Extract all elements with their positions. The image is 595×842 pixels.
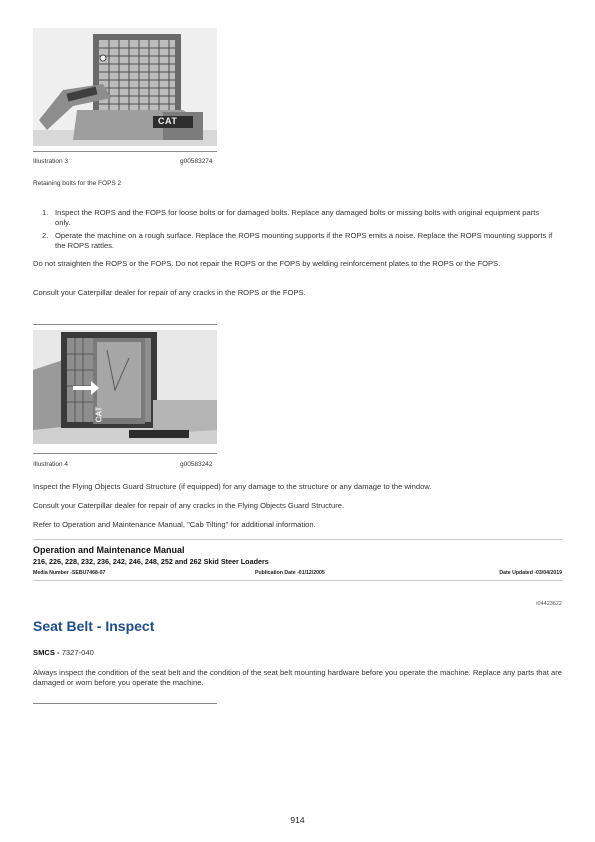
manual-title: Operation and Maintenance Manual (33, 545, 185, 555)
inspection-steps (33, 208, 553, 254)
step-number: 1. (42, 208, 49, 217)
header-bottom-rule (33, 580, 563, 581)
illustration-3-code: g00583274 (180, 158, 213, 165)
paragraph-cab-tilting: Refer to Operation and Maintenance Manual, "Cab Tilting" for additional information. (33, 520, 316, 529)
cat-logo: CAT (158, 116, 178, 126)
page-number: 914 (290, 815, 305, 825)
manual-subtitle: 216, 226, 228, 232, 236, 242, 246, 248, 252 and 262 Skid Steer Loaders (33, 557, 269, 566)
loader-cab-photo (33, 330, 217, 444)
illustration-3-caption: Retaining bolts for the FOPS 2 (33, 180, 122, 187)
illustration-4-top-rule (33, 324, 217, 325)
publication-date: Publication Date -01/12/2005 (255, 570, 325, 576)
illustration-4-rule (33, 453, 217, 454)
illustration-4-image (33, 330, 217, 444)
cat-logo: CAT (94, 406, 104, 423)
paragraph-straighten: Do not straighten the ROPS or the FOPS. Do not repair the ROPS or the FOPS by welding reinforcement plates to the ROPS or the FOPS. (33, 259, 501, 268)
illustration-4-label: Illustration 4 (33, 461, 69, 468)
paragraph-fogs-consult: Consult your Caterpillar dealer for repair of any cracks in the Flying Objects Guard Structure. (33, 501, 345, 510)
illustration-3-image (33, 28, 217, 146)
step-number: 2. (42, 231, 49, 240)
illustration-4-code: g00583242 (180, 461, 213, 468)
document-id: i04423622 (536, 601, 562, 607)
paragraph-fogs-inspect: Inspect the Flying Objects Guard Structure (if equipped) for any damage to the structure or any damage to the window. (33, 482, 432, 491)
smcs-label: SMCS - (33, 648, 60, 657)
paragraph-consult-rops: Consult your Caterpillar dealer for repair of any cracks in the ROPS or the FOPS. (33, 288, 306, 297)
section-bottom-rule (33, 703, 217, 704)
illustration-3-rule (33, 151, 217, 152)
step-text: Operate the machine on a rough surface. Replace the ROPS mounting supports if the ROPS emits a noise. Replace the ROPS mounting supports if the ROPS rattles. (55, 231, 553, 250)
illustration-3-label: Illustration 3 (33, 158, 69, 165)
loader-rops-photo (33, 28, 217, 146)
list-item (33, 208, 553, 228)
media-number: Media Number -SEBU7468-07 (33, 570, 106, 576)
smcs-line (33, 648, 94, 657)
section-title: Seat Belt - Inspect (33, 618, 155, 634)
step-text: Inspect the ROPS and the FOPS for loose bolts or for damaged bolts. Replace any damaged bolts or missing bolts with original equipment parts only. (55, 208, 540, 227)
header-top-rule (33, 539, 563, 540)
list-item (33, 231, 553, 251)
smcs-code: 7327-040 (61, 648, 94, 657)
seat-belt-paragraph: Always inspect the condition of the seat belt and the condition of the seat belt mounting hardware before you operate the machine. Replace any parts that are damaged or worn before you operate the machine. (33, 668, 562, 687)
date-updated: Date Updated -03/04/2019 (499, 570, 562, 576)
